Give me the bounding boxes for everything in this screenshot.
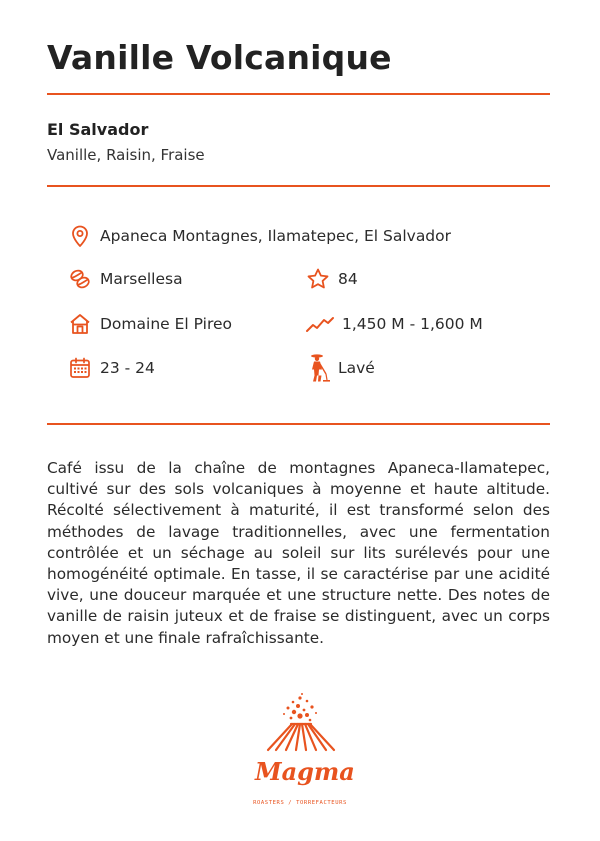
- divider-middle: [47, 185, 550, 187]
- altitude-graph-icon: [305, 311, 335, 337]
- calendar-icon: [67, 355, 93, 381]
- farm-house-icon: [67, 311, 93, 337]
- page-title: Vanille Volcanique: [47, 38, 392, 77]
- coffee-description: Café issu de la chaîne de montagnes Apaneca-Ilamatepec, cultivé sur des sols volcaniques à moyenne et haute altitude. Récolté sélectivement à maturité, il est transformé selon des méthodes de lavage traditionnelles, avec une fermentation contrôlée et un séchage au soleil sur lits surélevés pour une homogénéité optimale. En tasse, il se caractérise par une acidité vive, une douceur marquée et une structure nette. Des notes de vanille de raisin juteux et de fraise se distinguent, avec un corps moyen et une finale rafraîchissante.: [47, 459, 550, 647]
- detail-score: [305, 266, 358, 292]
- detail-farm: [67, 311, 232, 337]
- detail-harvest-text: 23 - 24: [100, 359, 155, 377]
- divider-top: [47, 93, 550, 95]
- divider-bottom: [47, 423, 550, 425]
- detail-process-text: Lavé: [338, 359, 375, 377]
- detail-altitude-text: 1,450 M - 1,600 M: [342, 315, 483, 333]
- origin-country: El Salvador: [47, 120, 149, 139]
- detail-farm-text: Domaine El Pireo: [100, 315, 232, 333]
- brand-tagline: ROASTERS / TORREFACTEURS: [253, 800, 347, 806]
- detail-region-text: Apaneca Montagnes, Ilamatepec, El Salvador: [100, 227, 452, 245]
- detail-process: [305, 351, 375, 385]
- detail-harvest: [67, 355, 155, 381]
- volcano-logo-icon: [250, 688, 355, 808]
- coffee-bean-icon: [67, 266, 93, 292]
- tasting-notes: Vanille, Raisin, Fraise: [47, 146, 205, 164]
- brand-logo-text: Magma: [255, 757, 355, 786]
- detail-altitude: [305, 311, 483, 337]
- detail-variety-text: Marsellesa: [100, 270, 183, 288]
- detail-score-text: 84: [338, 270, 358, 288]
- detail-region: [67, 223, 451, 249]
- location-pin-icon: [67, 223, 93, 249]
- detail-variety: [67, 266, 183, 292]
- farmer-raking-icon: [305, 351, 331, 385]
- star-icon: [305, 266, 331, 292]
